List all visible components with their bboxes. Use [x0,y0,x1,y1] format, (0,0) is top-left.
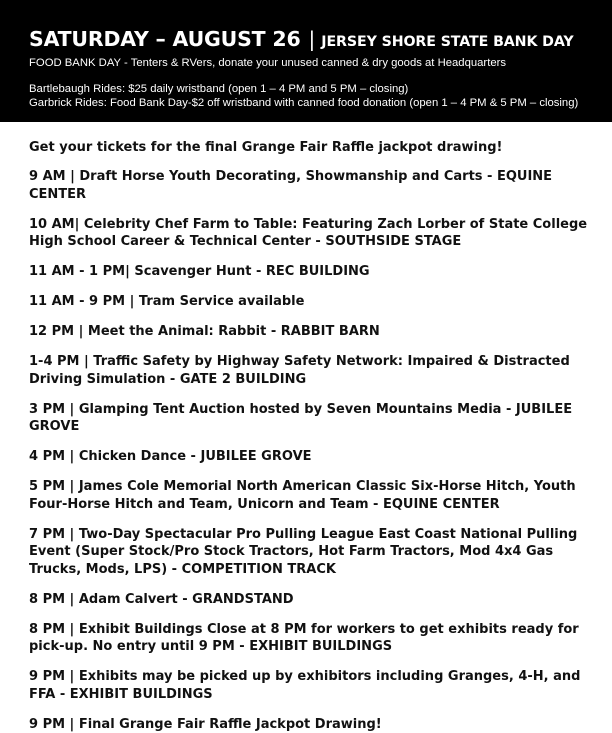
title-line [29,29,612,50]
event-item: 12 PM | Meet the Animal: Rabbit - RABBIT BARN [29,323,594,341]
event-item: 9 PM | Final Grange Fair Raffle Jackpot Drawing! [29,716,594,733]
event-item: 8 PM | Adam Calvert - GRANDSTAND [29,591,594,609]
event-item: 10 AM| Celebrity Chef Farm to Table: Featuring Zach Lorber of State College High School Career & Technical Center - SOUTHSIDE STAGE [29,216,594,251]
schedule [0,122,612,733]
event-item: 9 AM | Draft Horse Youth Decorating, Showmanship and Carts - EQUINE CENTER [29,168,594,203]
event-item: 9 PM | Exhibits may be picked up by exhibitors including Granges, 4-H, and FFA - EXHIBIT BUILDINGS [29,668,594,703]
event-item: 5 PM | James Cole Memorial North American Classic Six-Horse Hitch, Youth Four-Horse Hitch and Team, Unicorn and Team - EQUINE CENTER [29,478,594,513]
event-item: 4 PM | Chicken Dance - JUBILEE GROVE [29,448,594,466]
event-item: 11 AM - 9 PM | Tram Service available [29,293,594,311]
title-separator: | [309,27,316,51]
day-subtitle: JERSEY SHORE STATE BANK DAY [321,34,573,50]
event-item: 11 AM - 1 PM| Scavenger Hunt - REC BUILDING [29,263,594,281]
event-item: 1-4 PM | Traffic Safety by Highway Safety Network: Impaired & Distracted Driving Simulation - GATE 2 BUILDING [29,353,594,388]
rides-info [29,82,612,110]
day-title: SATURDAY – AUGUST 26 [29,27,301,51]
food-bank-note: FOOD BANK DAY - Tenters & RVers, donate your unused canned & dry goods at Headquarters [29,56,612,70]
event-item: 3 PM | Glamping Tent Auction hosted by Seven Mountains Media - JUBILEE GROVE [29,401,594,436]
ride-info-garbrick: Garbrick Rides: Food Bank Day-$2 off wristband with canned food donation (open 1 – 4 PM & 5 PM – closing) [29,96,612,110]
ride-info-bartlebaugh: Bartlebaugh Rides: $25 daily wristband (open 1 – 4 PM and 5 PM – closing) [29,82,612,96]
day-header [0,0,612,122]
event-item: 7 PM | Two-Day Spectacular Pro Pulling League East Coast National Pulling Event (Super Stock/Pro Stock Tractors, Hot Farm Tractors, Mod 4x4 Gas Trucks, Mods, LPS) - COMPETITION TRACK [29,526,594,579]
raffle-intro: Get your tickets for the final Grange Fair Raffle jackpot drawing! [29,139,612,156]
event-item: 8 PM | Exhibit Buildings Close at 8 PM for workers to get exhibits ready for pick-up. No entry until 9 PM - EXHIBIT BUILDINGS [29,621,594,656]
